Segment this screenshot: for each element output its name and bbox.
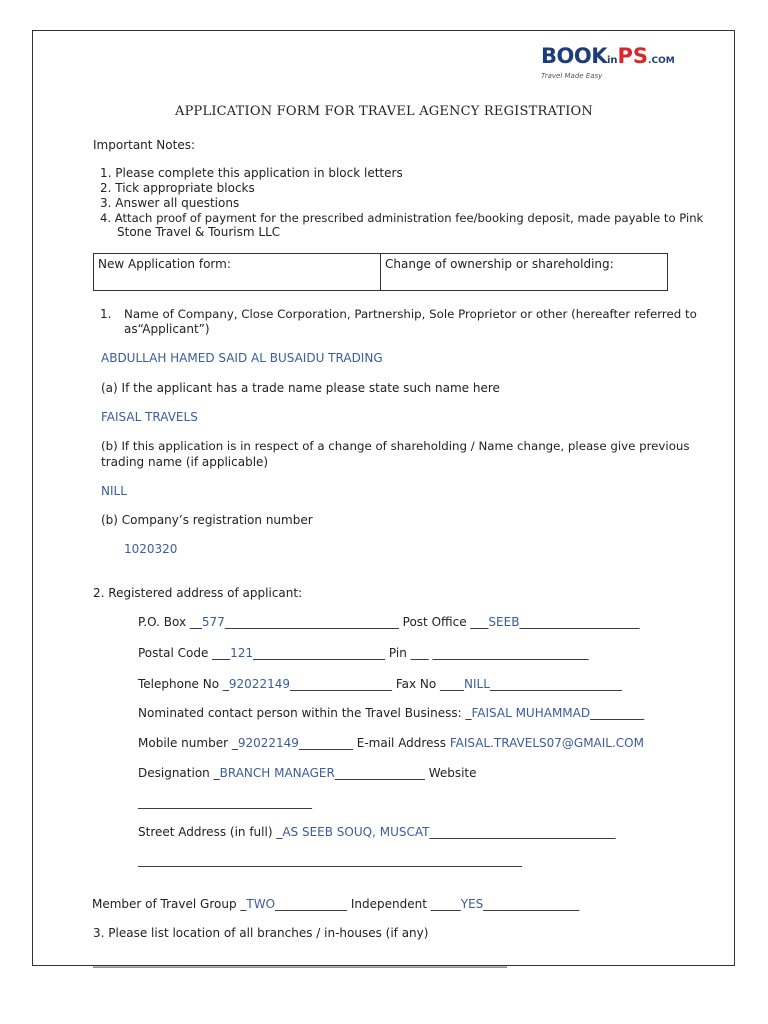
- postal-value[interactable]: 121: [230, 646, 254, 660]
- logo-book-text: BOOK: [541, 44, 607, 68]
- postoffice-label: Post Office: [402, 615, 467, 629]
- street-line-2[interactable]: ________________________________________________________________: [138, 853, 522, 867]
- q1b2-question: (b) Company’s registration number: [101, 513, 313, 527]
- q1a-question: (a) If the applicant has a trade name please state such name here: [101, 381, 500, 395]
- fax-line-post: ______________________: [489, 677, 622, 691]
- street-label: Street Address (in full): [138, 825, 273, 839]
- pin-line[interactable]: ___ __________________________: [410, 646, 589, 660]
- mobile-line-pre: _: [231, 736, 238, 750]
- fax-line-pre: ____: [440, 677, 465, 691]
- postal-line-post: ______________________: [253, 646, 386, 660]
- pobox-line-post: _____________________________: [224, 615, 399, 629]
- note-4-cont: Stone Travel & Tourism LLC: [117, 225, 281, 239]
- mobile-label: Mobile number: [138, 736, 229, 750]
- q1a-answer[interactable]: FAISAL TRAVELS: [101, 410, 198, 424]
- website-label: Website: [428, 766, 477, 780]
- logo-com-text: .COM: [648, 56, 675, 66]
- designation-row: [138, 766, 477, 780]
- q1b-question-line2: trading name (if applicable): [101, 455, 269, 469]
- mobile-line-post: _________: [298, 736, 353, 750]
- form-title: APPLICATION FORM FOR TRAVEL AGENCY REGISTRATION: [175, 104, 593, 119]
- contact-line-pre: _: [465, 706, 472, 720]
- pobox-label: P.O. Box: [138, 615, 187, 629]
- postoffice-value[interactable]: SEEB: [488, 615, 520, 629]
- telephone-row: [138, 677, 622, 691]
- q3-answer-line[interactable]: __________________________________________________________________________: [93, 955, 507, 968]
- pobox-line-pre: __: [189, 615, 202, 629]
- q2-heading: 2. Registered address of applicant:: [93, 586, 303, 600]
- q1-question-line1: Name of Company, Close Corporation, Partnership, Sole Proprietor or other (hereafter referred to: [124, 307, 697, 321]
- contact-value[interactable]: FAISAL MUHAMMAD: [471, 706, 591, 720]
- logo-tagline: Travel Made Easy: [541, 72, 603, 80]
- contact-label: Nominated contact person within the Travel Business:: [138, 706, 462, 720]
- independent-value[interactable]: YES: [460, 897, 484, 911]
- postal-row: [138, 646, 588, 660]
- email-label: E-mail Address: [356, 736, 446, 750]
- pobox-row: [138, 615, 639, 629]
- q1b2-answer[interactable]: 1020320: [124, 542, 178, 556]
- travel-group-line-pre: _: [240, 897, 247, 911]
- q3-heading: 3. Please list location of all branches / in-houses (if any): [93, 926, 429, 940]
- website-line[interactable]: _____________________________: [138, 795, 312, 809]
- independent-line-post: ________________: [483, 897, 580, 911]
- fax-value[interactable]: NILL: [464, 677, 490, 691]
- pobox-value[interactable]: 577: [201, 615, 225, 629]
- telephone-line-post: _________________: [289, 677, 392, 691]
- designation-value[interactable]: BRANCH MANAGER: [219, 766, 335, 780]
- street-line-pre: _: [276, 825, 283, 839]
- mobile-row: [138, 736, 644, 750]
- q1b-question-line1: (b) If this application is in respect of a change of shareholding / Name change, please give previous: [101, 439, 690, 453]
- note-3: 3. Answer all questions: [100, 196, 240, 210]
- email-value[interactable]: FAISAL.TRAVELS07@GMAIL.COM: [449, 736, 644, 750]
- independent-line-pre: _____: [430, 897, 461, 911]
- logo-in-text: in: [606, 55, 618, 66]
- fax-label: Fax No: [395, 677, 437, 691]
- postoffice-line-pre: ___: [470, 615, 489, 629]
- notes-heading: Important Notes:: [93, 138, 196, 152]
- note-4: 4. Attach proof of payment for the prescribed administration fee/booking deposit, made payable to Pink: [100, 211, 704, 225]
- designation-label: Designation: [138, 766, 210, 780]
- telephone-line-pre: _: [222, 677, 229, 691]
- q1-question-line2: as“Applicant”): [124, 322, 210, 336]
- note-1: 1. Please complete this application in block letters: [100, 166, 403, 180]
- logo-ps-text: PS: [617, 44, 649, 68]
- application-type-table: [93, 253, 668, 291]
- travel-group-value[interactable]: TWO: [246, 897, 276, 911]
- travel-group-label: Member of Travel Group: [92, 897, 237, 911]
- note-2: 2. Tick appropriate blocks: [100, 181, 255, 195]
- designation-line-pre: _: [213, 766, 220, 780]
- contact-line-post: _________: [590, 706, 645, 720]
- new-application-cell[interactable]: New Application form:: [94, 254, 381, 291]
- pin-label: Pin: [388, 646, 407, 660]
- mobile-value[interactable]: 92022149: [237, 736, 299, 750]
- postal-label: Postal Code: [138, 646, 209, 660]
- change-ownership-cell[interactable]: Change of ownership or shareholding:: [381, 254, 668, 291]
- q1b-answer[interactable]: NILL: [101, 484, 127, 498]
- company-logo: [541, 44, 681, 86]
- telephone-value[interactable]: 92022149: [228, 677, 290, 691]
- street-row: [138, 825, 615, 839]
- telephone-label: Telephone No: [138, 677, 220, 691]
- street-value[interactable]: AS SEEB SOUQ, MUSCAT: [282, 825, 430, 839]
- designation-line-post: _______________: [334, 766, 425, 780]
- postoffice-line-post: ____________________: [519, 615, 640, 629]
- independent-label: Independent: [350, 897, 427, 911]
- travel-group-line-post: ____________: [275, 897, 348, 911]
- q1-answer[interactable]: ABDULLAH HAMED SAID AL BUSAIDU TRADING: [101, 351, 383, 365]
- q1-number: 1.: [100, 307, 112, 321]
- contact-row: [138, 706, 644, 720]
- travel-group-row: [92, 897, 579, 911]
- street-line-post: _______________________________: [429, 825, 616, 839]
- postal-line-pre: ___: [212, 646, 231, 660]
